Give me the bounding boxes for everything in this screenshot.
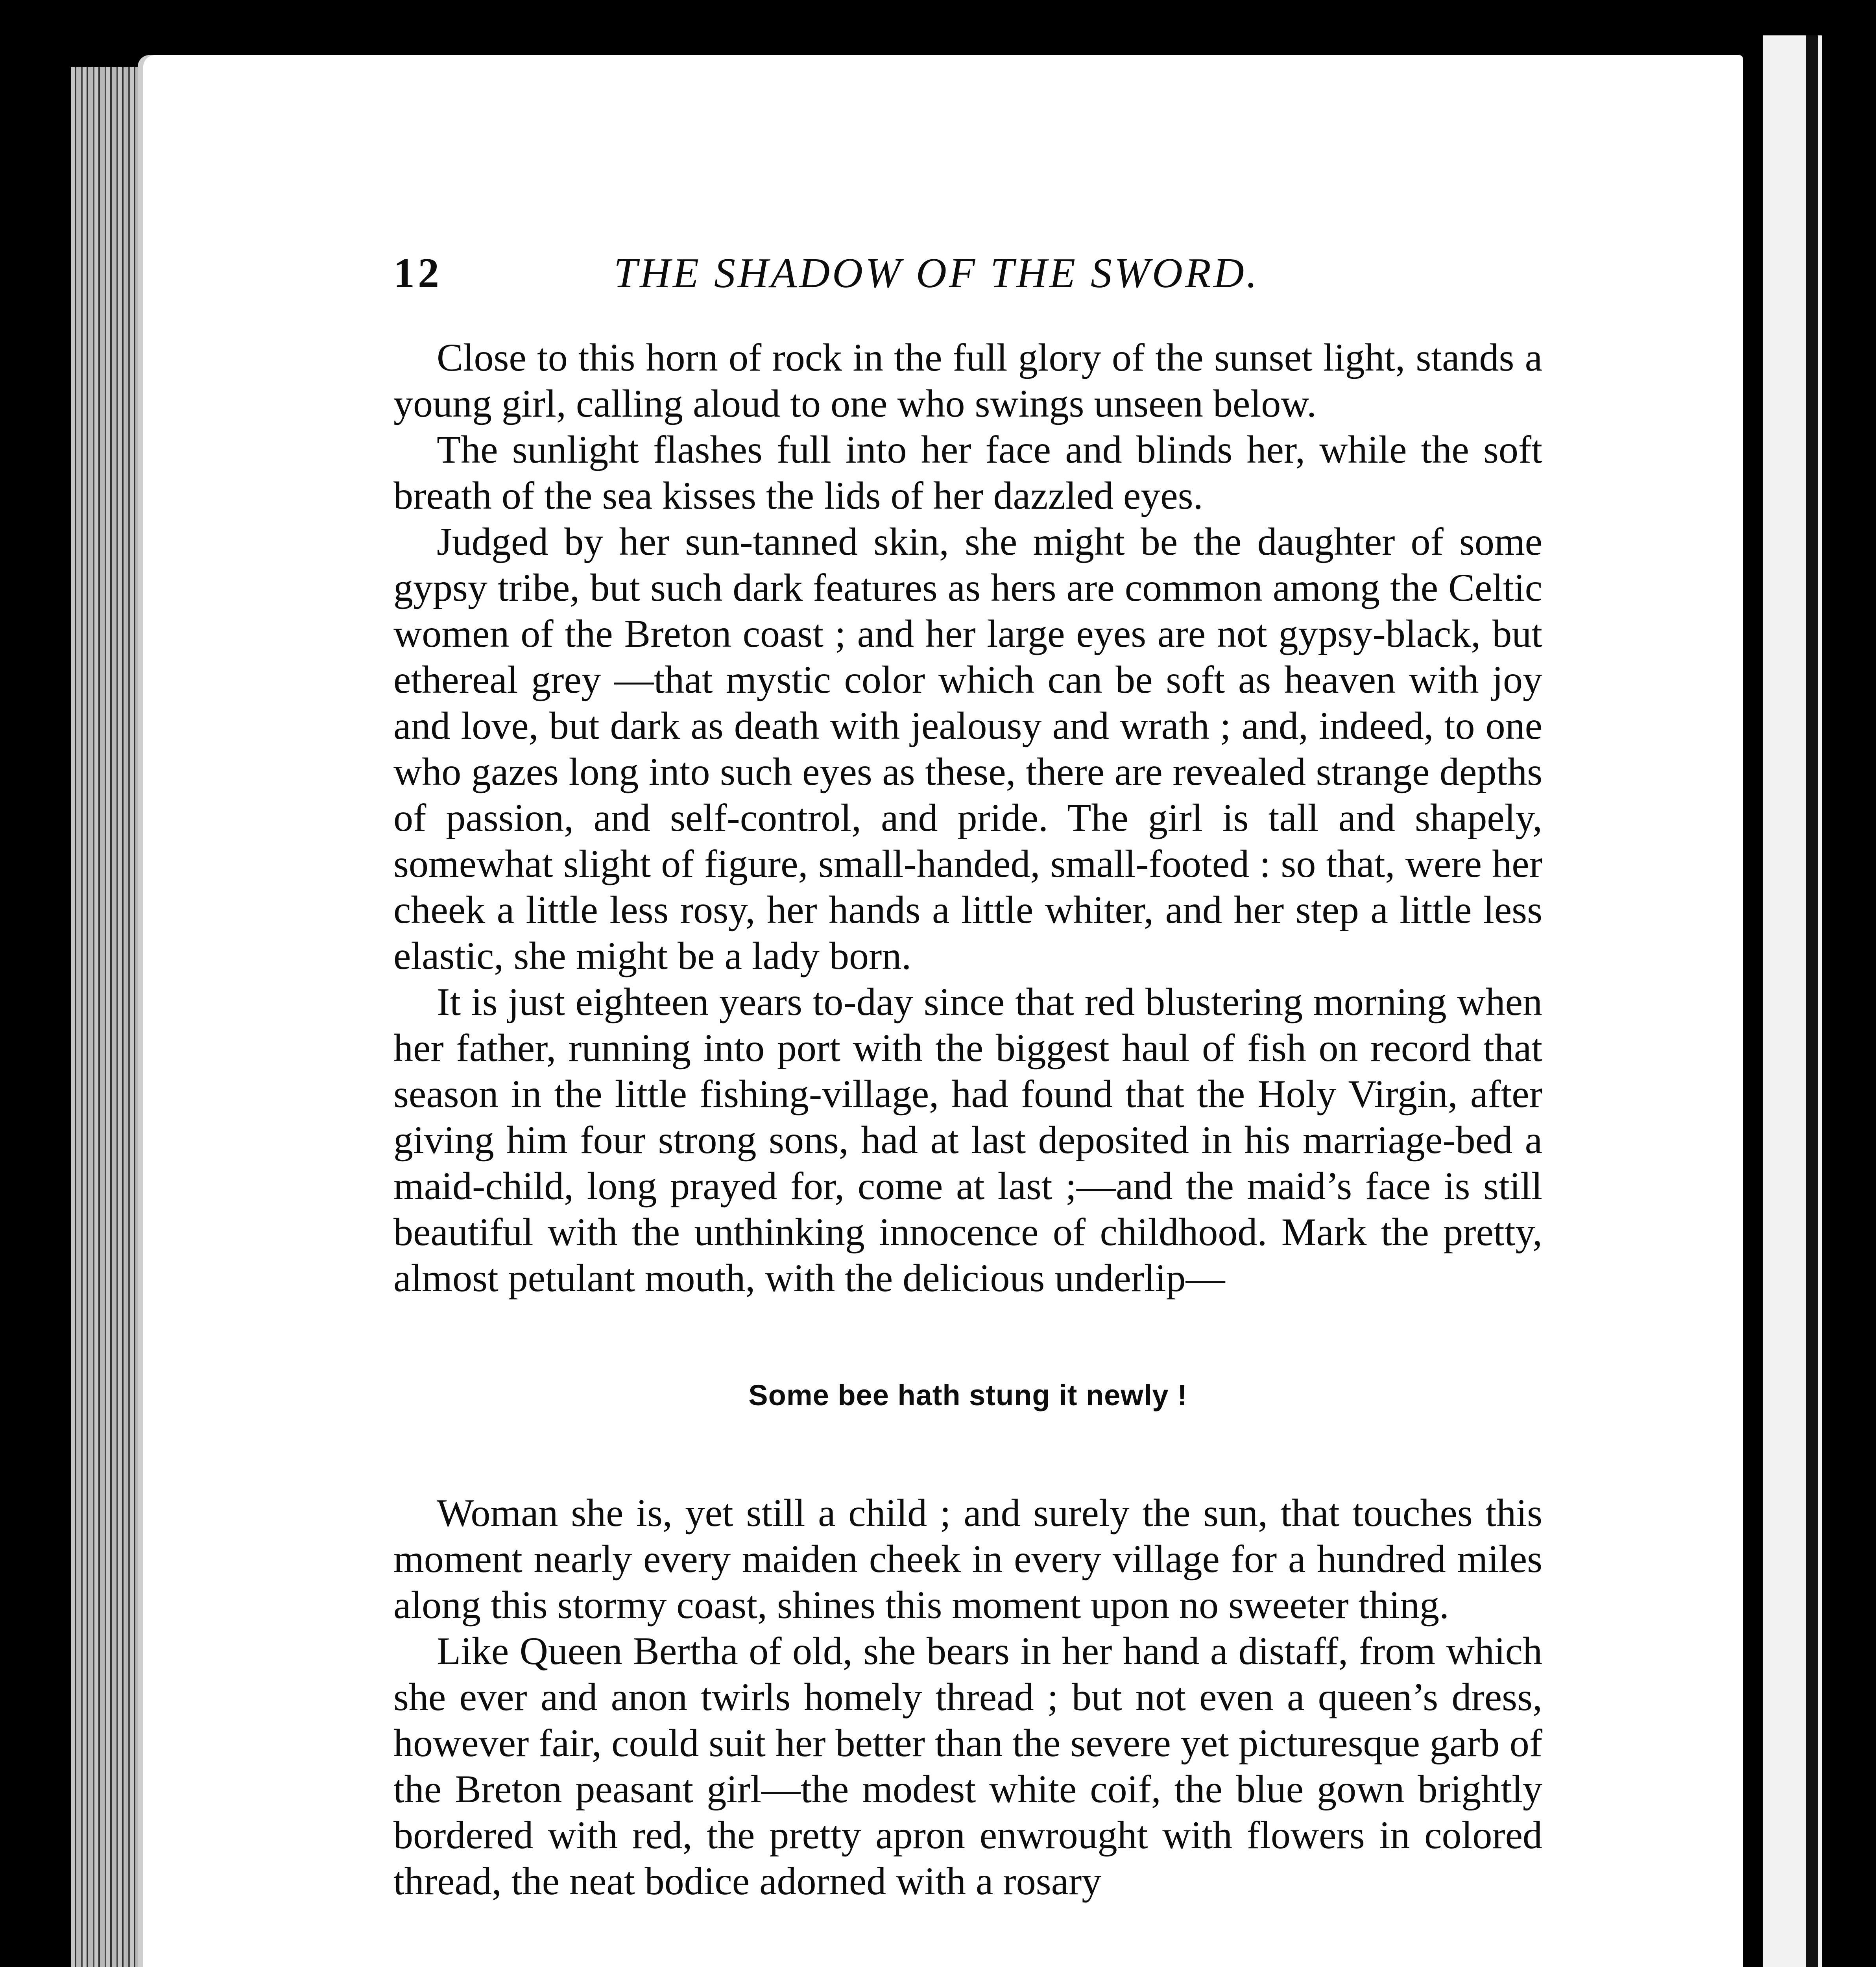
paragraph: The sunlight flashes full into her face and blinds her, while the soft breath of the sea kisses the lids of her dazzled eyes. [393, 428, 1542, 517]
block-quote: Some bee hath stung it newly ! [748, 1379, 1187, 1412]
paragraph: Close to this horn of rock in the full glory of the sunset light, stands a young girl, calling aloud to one who swings unseen below. [393, 336, 1542, 425]
page-body [393, 334, 1542, 1904]
paragraph: Like Queen Bertha of old, she bears in her hand a distaff, from which she ever and anon twirls homely thread ; but not even a queen’s dress, however fair, could suit her better than the severe yet picturesque garb of the Breton peasant girl—the modest white coif, the blue gown brightly bordered with red, the pretty apron enwrought with flowers in colored thread, the neat bodice adorned with a rosary [393, 1629, 1542, 1903]
paragraph: It is just eighteen years to-day since that red blustering morning when her father, running into port with the biggest haul of fish on record that season in the little fishing-village, had found that the Holy Virgin, after giving him four strong sons, had at last deposited in his marriage-bed a maid-child, long prayed for, come at last ;—and the maid’s face is still beautiful with the unthinking innocence of childhood. Mark the pretty, almost petulant mouth, with the delicious underlip— [393, 980, 1542, 1300]
paragraph: Woman she is, yet still a child ; and surely the sun, that touches this moment nearly every maiden cheek in every village for a hundred miles along this stormy coast, shines this moment upon no sweeter thing. [393, 1491, 1542, 1627]
book-spine-edge [71, 67, 146, 1967]
scan-border [1806, 35, 1818, 1967]
page-number: 12 [393, 250, 442, 297]
running-title: THE SHADOW OF THE SWORD. [614, 250, 1259, 297]
paragraph: Judged by her sun-tanned skin, she might be the daughter of some gypsy tribe, but such dark features as hers are common among the Celtic women of the Breton coast ; and her large eyes are not gypsy-black, but ethereal grey —that mystic color which can be soft as heaven with joy and love, but dark as death with jealousy and wrath ; and, indeed, to one who gazes long into such eyes as these, there are revealed strange depths of passion, and self-control, and pride. The girl is tall and shapely, somewhat slight of figure, small-handed, small-footed : so that, were her cheek a little less rosy, her hands a little whiter, and her step a little less elastic, she might be a lady born. [393, 520, 1542, 978]
